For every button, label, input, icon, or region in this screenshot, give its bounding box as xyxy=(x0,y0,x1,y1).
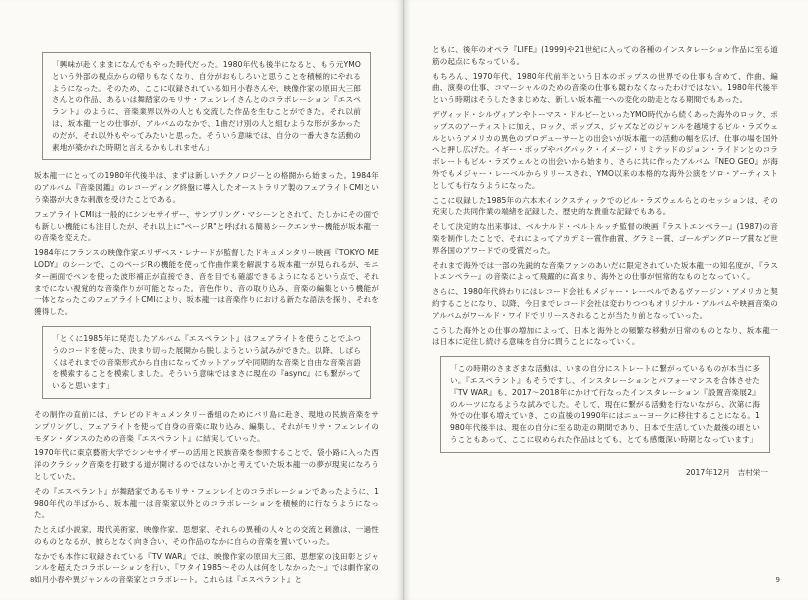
left-paragraph-4: その制作の直前には、テレビのドキュメンタリー番組のためにバリ島に赴き、現地の民族音楽をサンプリングし、フェアライトを使って自身の音楽に取り込み、編集し、それがモリサ・フェンレイのモダン・ダンスのための音楽『エスペラント』に結実していった。 xyxy=(34,409,379,443)
page-number-right: 9 xyxy=(775,576,780,584)
right-paragraph-5: そして決定的な出来事は、ベルナルド・ベルトルッチ監督の映画『ラストエンペラー』(1987)の音楽を制作したことで、それによってアカデミー賞作曲賞、グラミー賞、ゴールデングローブ賞など世界各国のアワードでの受賞だった。 xyxy=(432,222,778,255)
left-page-content xyxy=(34,44,379,589)
right-page xyxy=(404,0,808,600)
left-paragraph-8: なかでも本作に収録されている『TV WAR』では、映像作家の原田大三郎、思想家の浅田彰とジャンルを超えたコラボレーションを行い、『ワタイ1985〜その人は何をしなかった〜』では劇作家の如月小春や異ジャンルの音楽家とコラボレート。これらは『エスペラント』と xyxy=(34,551,379,585)
left-paragraph-6: その『エスペラント』が舞踏家であるモリサ・フェンレイとのコラボレーションであったように、1980年代の半ばから、坂本龍一は音楽家以外とのコラボレーションを積極的に行なうようになった。 xyxy=(34,486,379,520)
right-paragraph-2: もちろん、1970年代、1980年代前半という日本のポップスの世界での仕事も含めて、作曲、編曲、演奏の仕事、コマーシャルのための音楽の仕事も競わなくなったわけではない。1980年代後半という時期はそうしたきまじめな、新しい坂本龍一への変化の助走となる期間でもあった。 xyxy=(432,71,778,105)
right-paragraph-1: ともに、後年のオペラ『LIFE』(1999)や21世紀に入っての各種のインスタレーション作品に至る道筋の起点にもなっている。 xyxy=(432,45,778,66)
left-mid-quote: 「とくに1985年に発売したアルバム『エスペラント』はフェアライトを使うことでふつうのコードを使った、決まり切った展開から脱しようという試みができた。以降、しばらくはそれまでの音楽形式から自由になってカットアップや同期的な音楽と自由な音楽言語を模索することを模索しました。そういう意味ではまさに現在の『async』にも繋がっていると思います」 xyxy=(52,333,361,391)
right-paragraph-3: デヴィッド・シルヴィアンやトーマス・ドルビーといったYMO時代から続くあった海外のロック、ポップスのアーティストに加え、ロック、ポップス、ジャズなどのジャンルを越境するビル・ラズウェルというアメリカの異色のプロデューサーとの出会いが坂本龍一の活動の幅を広げ、仕事の場を国外へと押し広げた。イギー・ポップやバグパック・イメージ・リミテッドのジョン・ライドンとのコラボレートもビル・ラズウェルとの出会いから始まり、さらに共に作ったアルバム『NEO GEO』が海外でもメジャー・レーベルからリリースされ、YMO以来の本格的な海外公演をソロ・アーティストとしても行なうようになった。 xyxy=(432,109,778,190)
left-paragraph-3: 1984年にフランスの映像作家エリザベス・レナードが監督したドキュメンタリー映画『TOKYO MELODY』のシーンで、このページRの機能を使って作曲作業を解説する坂本龍一が見られるが、モニター画面でペンを使った波形補正が直接でき、音を目でも確認できるようになるという点で、それまでにない視覚的な音楽作りが可能となった。音色作り、音の取り込み、音楽の編集という機能が一体となったこのフェアライトCMIにより、坂本龍一は音楽作りにおける新たな語法を探り、それを獲得した。 xyxy=(34,248,379,317)
left-paragraph-5: 1970年代に東京藝術大学でシンセサイザーの活用と民族音楽を参照することで、袋小路に入った西洋のクラシック音楽を打破する道が開けるのではないかと考えていた坂本龍一の夢が現実になろうとしていた。 xyxy=(34,448,379,481)
left-paragraph-1: 坂本龍一にとっての1980年代後半は、まずは新しいテクノロジーとの格闘から始まった。1984年のアルバム『音楽図鑑』のレコーディング終盤に導入したオーストラリア製のフェアライトCMIという楽器が大きな刺激を受けたことである。 xyxy=(34,171,379,204)
left-paragraph-2: フェアライトCMIは一般的にシンセサイザー、サンプリング・マシーンとされて、たしかにその面でも新しい機能にも注目したが、それ以上に"ページR"と呼ばれる簡易シークエンサー機能が坂本龍一の音楽を変えた。 xyxy=(34,209,379,243)
right-page-content xyxy=(432,44,778,478)
right-paragraph-8: こうした海外との仕事の増加によって、日本と海外との頻繁な移動が日常のものとなり、坂本龍一は日本に定住し続ける意味を自分に問うことになっていく。 xyxy=(432,325,778,347)
right-paragraph-4: ここに収録した1985年の六本木インクスティックでのビル・ラズウェルらとのセッションは、その充実した共同作業の端緒を記録した、歴史的な貴重な記録でもある。 xyxy=(432,195,778,217)
left-top-quote: 「興味が赴くままになんでもやった時代だった。1980年代も後半になると、もう元YMOという外部の視点からの帰りもなくなり、自分がおもしろいと思うことを積極的にやれるようになった。そのため、ここに収録されている如月小春さんや、映像作家の原田大三郎さんとの作品、あるいは舞踏家のモリサ・フェンレイさんとのコラボレーション『エスペラント』のように、音楽業界以外の人とも交流した作品を生むことができた。それ以前は、坂本龍一との仕事が、アルバムのなかで、1曲だけ別の人と組むような形が多かったのだが、それ以外もやってみたいと思った。そういう意味では、自分の一番大きな活動の素地が築かれた時期と言えるかもしれません」 xyxy=(52,60,361,152)
left-paragraph-7: たとえば小説家、現代美術家、映像作家、思想家、それらの異種の人々との交流と刺激は、一過性のものとなるが、彼らとなく向き合い、その作品のなかに自らの音楽を置いていった。 xyxy=(34,525,379,546)
right-paragraph-6: それまで海外では一部の先鋭的な音楽ファンのあいだに限定されていた坂本龍一の知名度が、『ラストエンペラー』の音楽によって飛躍的に高まり、海外との仕事が恒常的なものとなっていく。 xyxy=(432,260,778,282)
right-paragraph-7: さらに、1980年代終わりにはレコード会社もメジャー・レーベルであるヴァージン・アメリカと契約することになり、以降、今日までレコード会社は変わりつつもオリジナル・アルバムや映画音楽のアルバムがワールド・ワイドでリリースされることが当たり前となっていった。 xyxy=(432,287,778,320)
right-quote-box xyxy=(440,356,770,453)
left-top-quote-box xyxy=(42,52,371,160)
author-signature: 2017年12月 吉村栄一 xyxy=(685,467,768,477)
page-number-left: 8 xyxy=(30,576,35,584)
right-quote: 「この時期のさまざまな活動は、いまの自分にストレートに繋がっているものが本当に多い。『エスペラント』もそうですし、インスタレーションとパフォーマンスを合体させた『TV WAR』も、2017〜2018年にかけて行なったインスタレーション『設置音楽展2』のルーツになるような試みでした。そして、現在に繋がる活動を行ないながら、次第に海外での仕事も増えていき、この直後の1990年にはニューヨークに移住することになる。1980年代後半は、現在の自分に至る助走の期間であり、日本で生活していた最後の頃ということもあって、ここに収められた作品はとても、とても感慨深い時期となっています」 xyxy=(450,364,760,444)
left-mid-quote-box xyxy=(42,326,371,399)
